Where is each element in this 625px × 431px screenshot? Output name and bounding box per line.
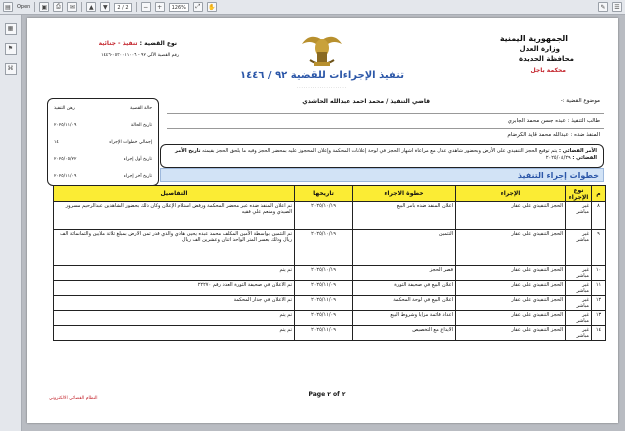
divider [167,128,604,129]
col-header-step: خطوة الاجراء [353,186,456,202]
status-value: ٢٠٢٥/١١/٠٩ [54,173,77,179]
navigation-panel [0,15,22,431]
step-procedure: الحجز التنفيذي على عقار [456,230,566,266]
col-header-type: نوع الإجراء [566,186,592,202]
ministry-name: وزارة العدل [519,45,560,53]
hand-tool-icon[interactable]: ✋ [208,3,216,11]
step-type: غير مباشر [566,326,592,341]
save-icon[interactable]: ▣ [39,2,49,12]
status-row [54,119,152,131]
judicial-order-date: ٢٠٢٥/٠٤/٢٩ [545,155,571,161]
document-page [27,18,618,423]
page-number: Page ٢ of ٢ [308,391,346,398]
step-details: تم يتم [54,326,295,341]
step-action: اعلان المنفذ ضده بامر البيع [353,202,456,230]
step-action: اعداد قائمة مزايا وشروط البيع [353,311,456,326]
steps-table [53,185,606,341]
step-action: اعلان البيع في صحيفة الثورة [353,281,456,296]
case-status-box [47,98,159,186]
table-row [54,266,606,281]
table-row [54,326,606,341]
step-date: ٢٠٢٥/١١/٠٩ [295,296,353,311]
status-row [54,136,152,148]
zoom-in-icon[interactable]: + [155,2,165,12]
step-number: ١٢ [592,296,606,311]
thumbnails-icon[interactable]: ▦ [5,23,17,35]
status-value: ٢٠٢٥/٠٥/٢٢ [54,156,77,162]
step-number: ١٣ [592,311,606,326]
page-number-field[interactable]: 2 / 2 [114,3,131,12]
page-title: تنفيذ الإجراءات للقضية ٩٢ / ١٤٤٦ [240,70,404,81]
step-details: تم يتم [54,266,295,281]
step-number: ٩ [592,230,606,266]
execution-judge: قاضي التنفيذ / محمد احمد عبدالله الحاشدي [302,98,430,105]
step-details: تم الاعلان في جدار المحكمة [54,296,295,311]
step-procedure: الحجز التنفيذي على عقار [456,326,566,341]
yemen-emblem-icon [292,30,352,70]
step-action: قصر الحجز [353,266,456,281]
status-label: تاريخ أول إجراء [123,156,152,162]
next-page-icon[interactable]: ▼ [100,2,110,12]
step-procedure: الحجز التنفيذي على عقار [456,281,566,296]
zoom-level-field[interactable]: 126% [169,3,189,12]
steps-section-title: خطوات إجراء التنفيذ [517,171,599,180]
open-icon[interactable]: ▤ [3,2,13,12]
step-details: تم يتم [54,311,295,326]
judicial-order-date-label: تاريخ الأمر القضائي : [174,148,597,161]
step-number: ٨ [592,202,606,230]
table-row [54,281,606,296]
system-footer: النظام القضائي الالكتروني [49,396,98,401]
step-procedure: الحجز التنفيذي على عقار [456,296,566,311]
step-action: التثمين [353,230,456,266]
step-details: تم اعلان المنفذ ضده عبر محضر المحكمة ورفض استلام الإعلان وكان ذلك بحضور الشاهدين عبدالرحيم مسرور الصيدي ومنعم علي فقيه [54,202,295,230]
step-type: غير مباشر [566,202,592,230]
viewer-toolbar [0,0,625,15]
col-header-procedure: الإجراء [456,186,566,202]
case-subject: موضوع القضية :- [560,98,600,104]
title-underline: ...................... [297,84,347,89]
court-name: محكمة باجل [530,67,566,74]
step-type: غير مباشر [566,230,592,266]
steps-section-header [160,168,604,182]
status-value: رهن التنفيذ [54,105,75,111]
step-date: ٢٠٢٥/١١/٠٩ [295,281,353,296]
status-row [54,170,152,182]
judicial-order-box [160,144,604,168]
governorate-name: محافظة الحديدة [518,55,574,63]
fit-page-icon[interactable]: ⤢ [193,2,203,12]
step-date: ٢٠٢٥/١١/٠٩ [295,326,353,341]
table-row [54,296,606,311]
status-row [54,153,152,165]
email-icon[interactable]: ✉ [67,2,77,12]
step-action: الايداع مع التخصيص [353,326,456,341]
status-row [54,102,152,114]
judicial-order-label: الأمر القضائي : [558,148,597,154]
case-reference: رقم القضية الآلي ٩٢ - ٠٥٣٠٠١١٠٠٦-١٤٤٦ [101,53,179,58]
execution-requester: طالب التنفيذ : عبده جسن محمد الجابري [507,118,600,124]
open-label[interactable]: Open [17,4,31,10]
step-number: ١١ [592,281,606,296]
bookmarks-icon[interactable]: ⚑ [5,43,17,55]
status-value: ١٤ [54,139,59,145]
comment-icon[interactable]: ☰ [612,2,622,12]
country-name: الجمهورية اليمنية [499,34,568,43]
step-type: غير مباشر [566,281,592,296]
step-details: تم التثمين بواسطة الأمين المكلف محمد عبده يحيى هادي والذي قدر ثمن الارض بمبلغ ثلاثة ملايين والثمانمائة الف ريال وذلك بعسر المتر الواحد اثنان وعشرين الف ريال [54,230,295,266]
case-type-label: نوع القضية : [139,40,177,47]
step-procedure: الحجز التنفيذي على عقار [456,311,566,326]
step-procedure: الحجز التنفيذي على عقار [456,202,566,230]
status-label: تاريخ آخر إجراء [123,173,152,179]
step-date: ٢٠٢٥/١٠/١٩ [295,266,353,281]
table-row [54,230,606,266]
sign-icon[interactable]: ✎ [598,2,608,12]
status-value: ٢٠٢٥/١١/٠٩ [54,122,77,128]
executed-against: المنفذ ضده : عبدالله محمد قايد الكرضام [507,132,600,138]
prev-page-icon[interactable]: ▲ [86,2,96,12]
col-header-num: م [592,186,606,202]
col-header-date: تاريخها [295,186,353,202]
case-type-value: تنفيذ - جنائية [98,40,138,47]
step-date: ٢٠٢٥/١٠/١٩ [295,230,353,266]
steps-table-body [54,202,606,341]
table-row [54,202,606,230]
attachments-icon[interactable]: ⌘ [5,63,17,75]
step-action: اعلان البيع في لوحة المحكمة [353,296,456,311]
step-number: ١٠ [592,266,606,281]
case-type [57,40,177,47]
status-label: تاريخ الحالة [130,122,152,128]
divider [167,113,604,114]
status-label: حالة القضية [130,105,152,111]
step-details: تم الاعلان في صحيفة الثورة العدد رقم ٢٢٢٧٠ [54,281,295,296]
toolbar-separator [81,2,82,12]
step-date: ٢٠٢٥/١٠/١٩ [295,202,353,230]
judicial-order-text: يتم توقيع الحجز التنفيذي على الأرض وبحضور شاهدي عدل مع مراعاة اشهار الحجز في لوحة إعلانات المحكمة وإعلان المحجوز عليه بمحضر الحجز وفيه ما يلحق الحجز بقيمته [202,148,558,154]
step-type: غير مباشر [566,296,592,311]
step-procedure: الحجز التنفيذي على عقار [456,266,566,281]
step-number: ١٤ [592,326,606,341]
print-icon[interactable]: ⎙ [53,2,63,12]
zoom-out-icon[interactable]: − [141,2,151,12]
status-label: إجمالي خطوات الإجراء [109,139,152,145]
toolbar-separator [34,2,35,12]
col-header-details: التفاصيل [54,186,295,202]
table-row [54,311,606,326]
table-header-row [54,186,606,202]
toolbar-separator [136,2,137,12]
step-date: ٢٠٢٥/١١/٠٩ [295,311,353,326]
step-type: غير مباشر [566,266,592,281]
step-type: غير مباشر [566,311,592,326]
